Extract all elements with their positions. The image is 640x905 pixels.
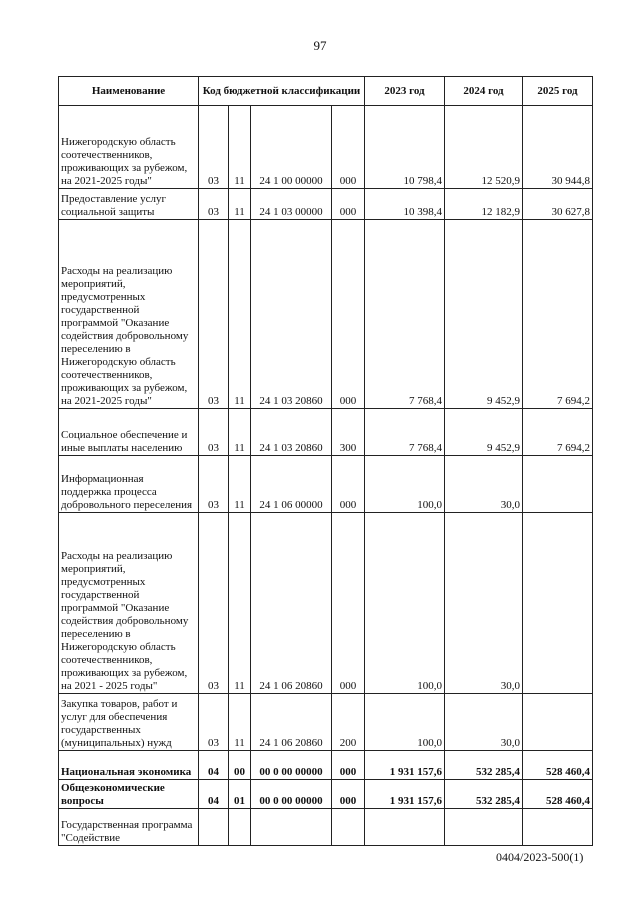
row-expense-type-code: 000 <box>332 189 365 220</box>
row-value-2024: 12 520,9 <box>445 106 523 189</box>
row-expense-type-code: 200 <box>332 694 365 751</box>
row-name: Общеэкономические вопросы <box>59 780 199 809</box>
document-code: 0404/2023-500(1) <box>496 850 584 864</box>
budget-table <box>58 76 593 846</box>
row-value-2024: 30,0 <box>445 513 523 694</box>
row-target-code: 00 0 00 00000 <box>251 780 332 809</box>
row-section-code: 04 <box>199 780 229 809</box>
row-value-2023: 10 798,4 <box>365 106 445 189</box>
row-subsection-code: 11 <box>229 694 251 751</box>
row-subsection-code: 11 <box>229 220 251 409</box>
row-target-code: 24 1 06 20860 <box>251 513 332 694</box>
row-name: Расходы на реализацию мероприятий, предусмотренных государственной программой "Оказание содействия добровольному переселению в Нижегородскую область соотечественников, проживающих за рубежом, на 2021-2025 годы" <box>59 220 199 409</box>
row-target-code: 24 1 03 00000 <box>251 189 332 220</box>
table-row <box>59 751 593 780</box>
row-value-2025: 30 627,8 <box>523 189 593 220</box>
row-expense-type-code: 000 <box>332 456 365 513</box>
row-value-2023: 1 931 157,6 <box>365 751 445 780</box>
table-row <box>59 456 593 513</box>
row-section-code: 03 <box>199 106 229 189</box>
table-row <box>59 694 593 751</box>
row-value-2024: 30,0 <box>445 694 523 751</box>
row-value-2025: 528 460,4 <box>523 780 593 809</box>
row-name: Национальная экономика <box>59 751 199 780</box>
row-expense-type-code: 000 <box>332 780 365 809</box>
header-name: Наименование <box>59 77 199 106</box>
row-value-2024: 532 285,4 <box>445 780 523 809</box>
row-value-2023: 7 768,4 <box>365 409 445 456</box>
row-expense-type-code <box>332 809 365 846</box>
row-value-2025 <box>523 694 593 751</box>
row-value-2025: 528 460,4 <box>523 751 593 780</box>
row-expense-type-code: 000 <box>332 513 365 694</box>
row-target-code: 24 1 03 20860 <box>251 220 332 409</box>
row-subsection-code: 00 <box>229 751 251 780</box>
table-row <box>59 513 593 694</box>
table-header-row <box>59 77 593 106</box>
row-target-code: 24 1 06 20860 <box>251 694 332 751</box>
row-value-2025 <box>523 456 593 513</box>
row-name: Расходы на реализацию мероприятий, предусмотренных государственной программой "Оказание содействия добровольному переселению в Нижегородскую область соотечественников, проживающих за рубежом, на 2021 - 2025 годы" <box>59 513 199 694</box>
table-row <box>59 220 593 409</box>
row-subsection-code: 01 <box>229 780 251 809</box>
row-value-2025: 7 694,2 <box>523 409 593 456</box>
row-target-code <box>251 809 332 846</box>
row-section-code <box>199 809 229 846</box>
row-name: Информационная поддержка процесса добровольного переселения <box>59 456 199 513</box>
row-value-2025: 7 694,2 <box>523 220 593 409</box>
row-target-code: 24 1 00 00000 <box>251 106 332 189</box>
row-value-2025 <box>523 513 593 694</box>
row-target-code: 24 1 06 00000 <box>251 456 332 513</box>
row-target-code: 24 1 03 20860 <box>251 409 332 456</box>
table-row <box>59 409 593 456</box>
row-value-2024: 30,0 <box>445 456 523 513</box>
row-target-code: 00 0 00 00000 <box>251 751 332 780</box>
row-expense-type-code: 000 <box>332 106 365 189</box>
header-2025: 2025 год <box>523 77 593 106</box>
table-row <box>59 189 593 220</box>
row-subsection-code: 11 <box>229 189 251 220</box>
row-value-2023: 100,0 <box>365 456 445 513</box>
table-row <box>59 809 593 846</box>
row-value-2023: 100,0 <box>365 513 445 694</box>
row-value-2024: 532 285,4 <box>445 751 523 780</box>
row-name: Закупка товаров, работ и услуг для обеспечения государственных (муниципальных) нужд <box>59 694 199 751</box>
row-section-code: 03 <box>199 409 229 456</box>
header-2024: 2024 год <box>445 77 523 106</box>
row-value-2024: 9 452,9 <box>445 409 523 456</box>
table-row <box>59 780 593 809</box>
row-value-2025: 30 944,8 <box>523 106 593 189</box>
row-subsection-code <box>229 809 251 846</box>
row-name: Социальное обеспечение и иные выплаты населению <box>59 409 199 456</box>
row-value-2023: 10 398,4 <box>365 189 445 220</box>
row-value-2023: 7 768,4 <box>365 220 445 409</box>
header-2023: 2023 год <box>365 77 445 106</box>
row-subsection-code: 11 <box>229 409 251 456</box>
row-section-code: 04 <box>199 751 229 780</box>
row-subsection-code: 11 <box>229 456 251 513</box>
row-value-2023: 1 931 157,6 <box>365 780 445 809</box>
page-number: 97 <box>313 38 327 53</box>
row-expense-type-code: 000 <box>332 751 365 780</box>
row-value-2023: 100,0 <box>365 694 445 751</box>
row-name: Предоставление услуг социальной защиты <box>59 189 199 220</box>
header-budget-code: Код бюджетной классификации <box>199 77 365 106</box>
row-value-2023 <box>365 809 445 846</box>
row-expense-type-code: 000 <box>332 220 365 409</box>
row-expense-type-code: 300 <box>332 409 365 456</box>
row-section-code: 03 <box>199 456 229 513</box>
row-value-2024: 9 452,9 <box>445 220 523 409</box>
row-value-2024 <box>445 809 523 846</box>
table-row <box>59 106 593 189</box>
row-subsection-code: 11 <box>229 513 251 694</box>
row-section-code: 03 <box>199 220 229 409</box>
row-value-2024: 12 182,9 <box>445 189 523 220</box>
row-section-code: 03 <box>199 189 229 220</box>
row-name: Нижегородскую область соотечественников, проживающих за рубежом, на 2021-2025 годы" <box>59 106 199 189</box>
row-name: Государственная программа "Содействие <box>59 809 199 846</box>
row-value-2025 <box>523 809 593 846</box>
row-section-code: 03 <box>199 694 229 751</box>
row-section-code: 03 <box>199 513 229 694</box>
row-subsection-code: 11 <box>229 106 251 189</box>
